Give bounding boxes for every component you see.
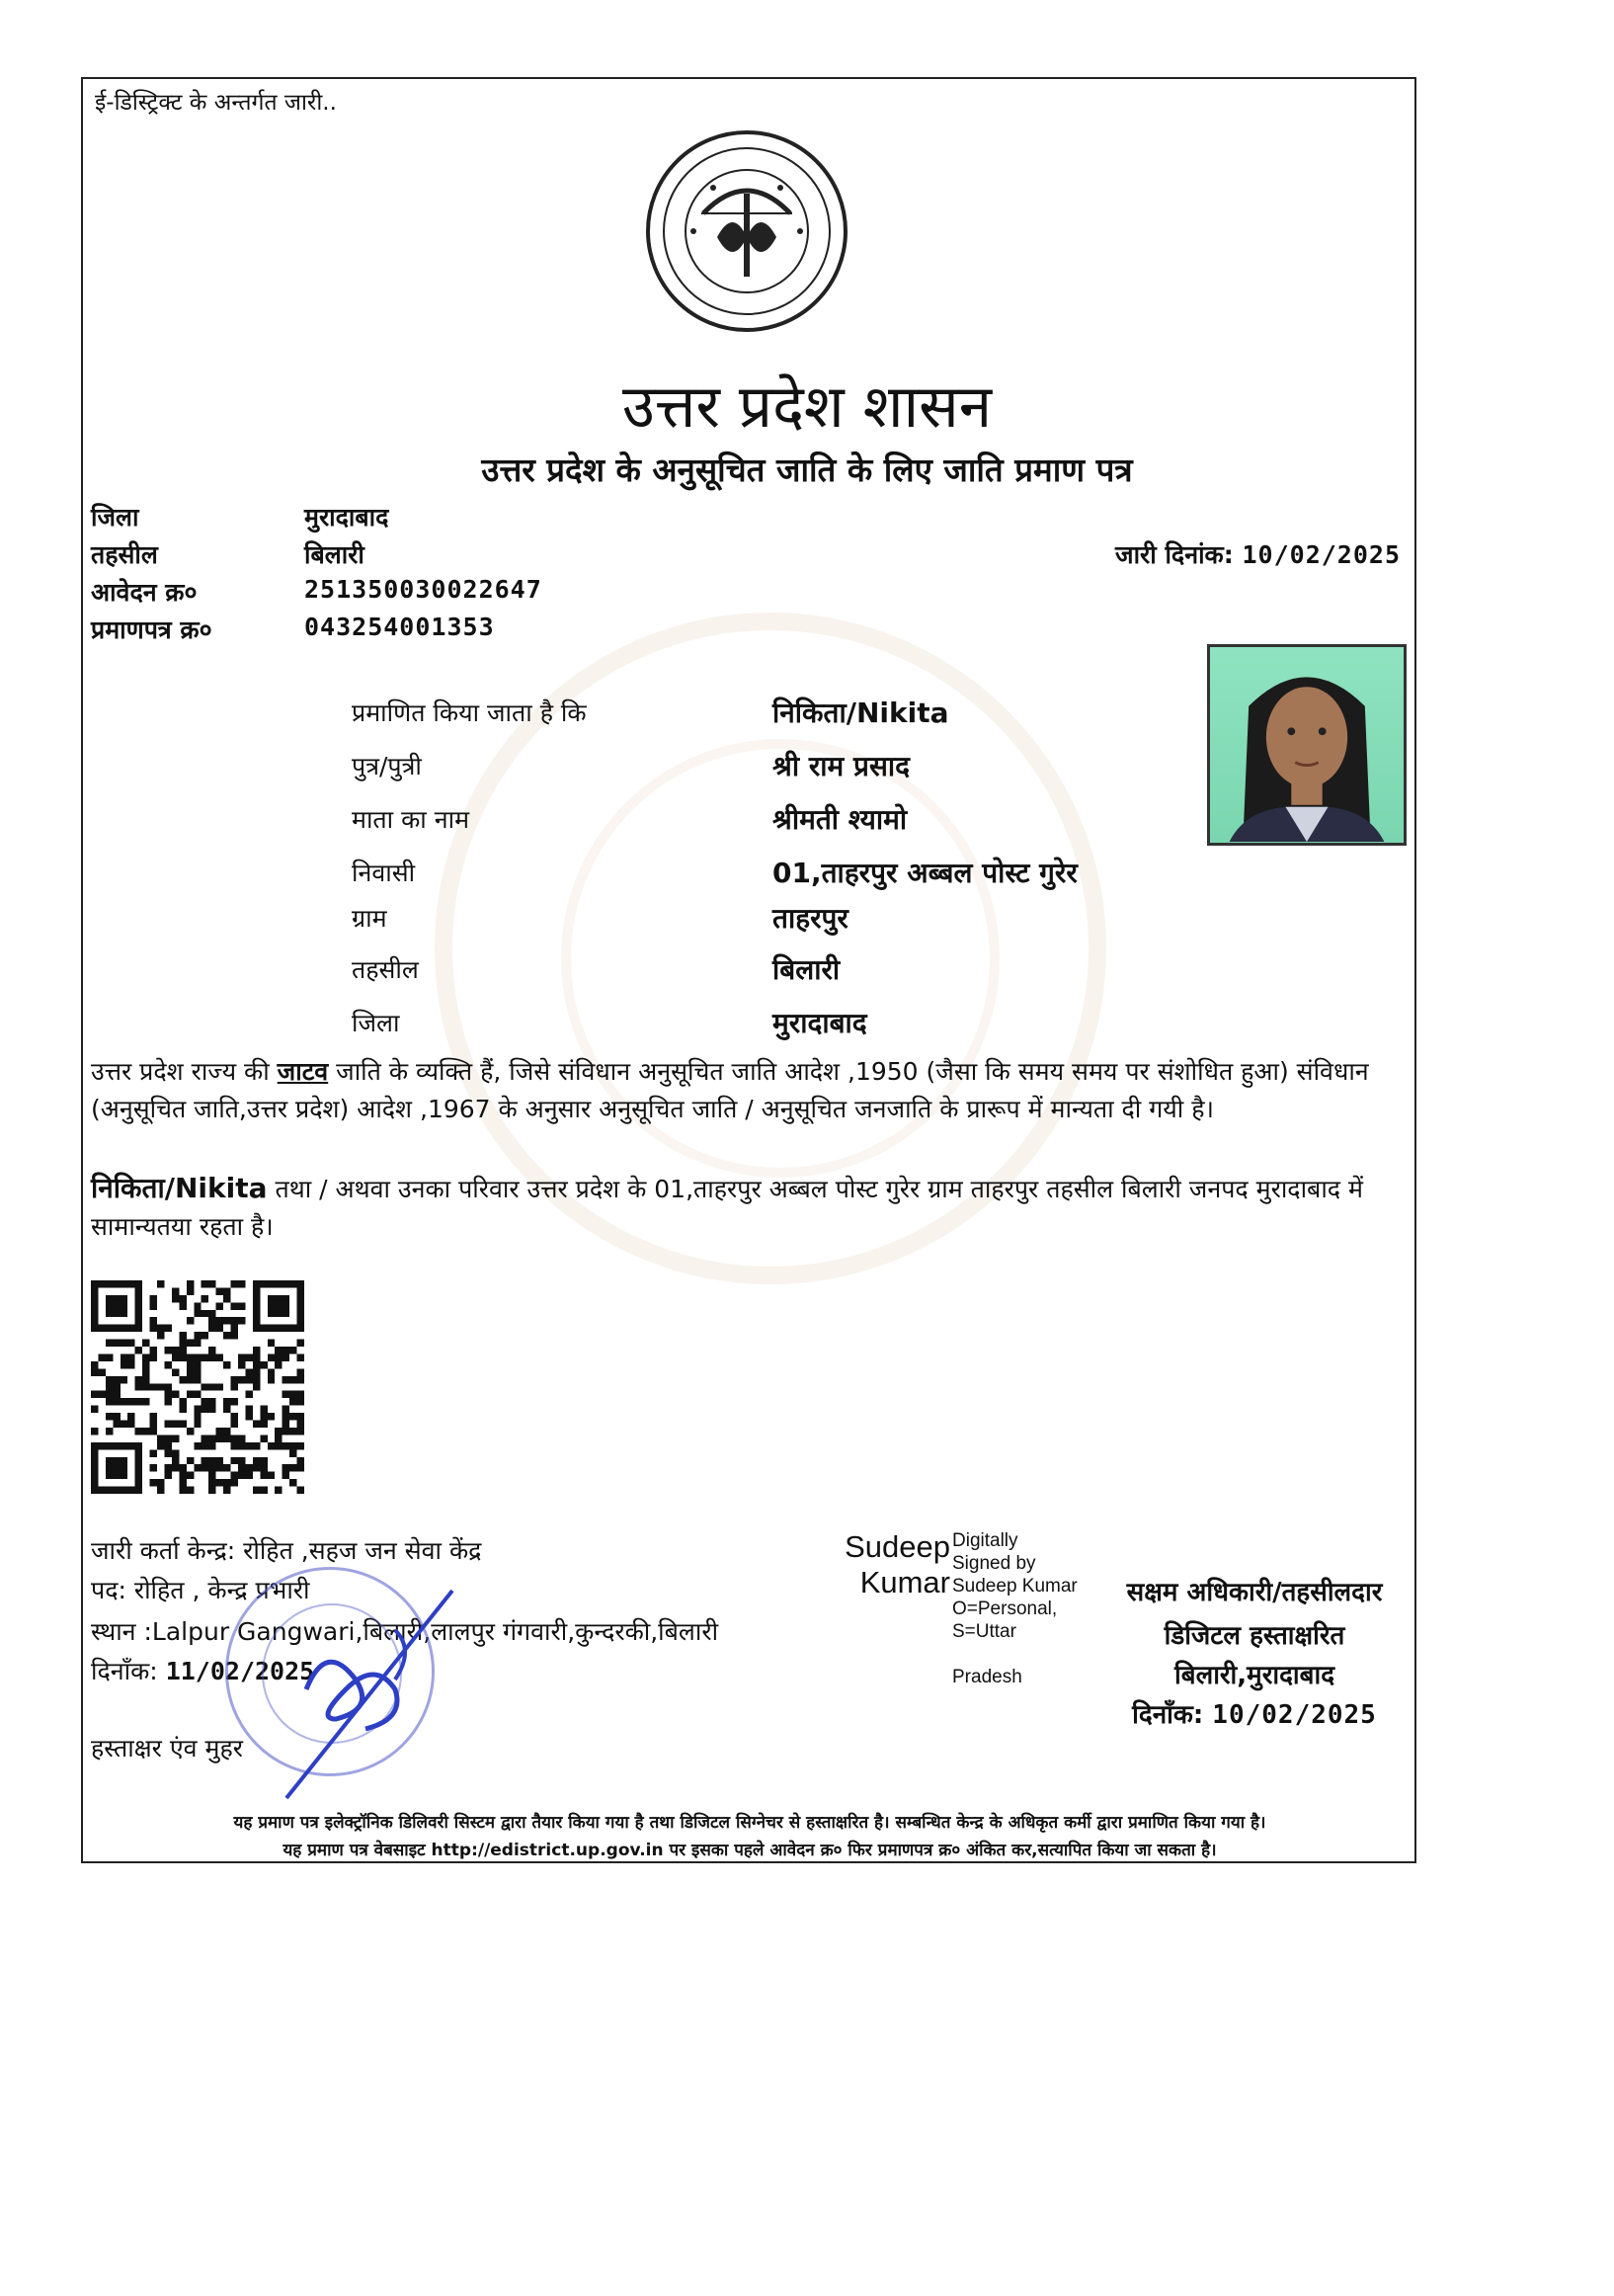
field-value: निकिता/Nikita: [772, 697, 949, 729]
district-label: जिला: [91, 503, 139, 532]
digital-signature-detail: Signed by: [952, 1553, 1036, 1574]
application-no-label: आवेदन क्र०: [91, 578, 198, 607]
digital-signature-detail: Digitally: [952, 1530, 1018, 1551]
issue-date-label: जारी दिनांक:: [1115, 540, 1234, 569]
up-government-seal-icon: [644, 128, 849, 334]
digital-signer-name-line1: Sudeep: [845, 1529, 950, 1564]
district-value: मुरादाबाद: [304, 503, 389, 532]
digital-signature-detail: Sudeep Kumar: [952, 1576, 1078, 1597]
issue-date-value: 10/02/2025: [1242, 540, 1401, 569]
issuer-date-label: दिनाँक:: [91, 1657, 158, 1685]
field-value: ताहरपुर: [772, 902, 848, 935]
footer-verification-url[interactable]: यह प्रमाण पत्र वेबसाइट http://edistrict.up.gov.in पर इसका पहले आवेदन क्र० फिर प्रमाणपत्र क्र० अंकित कर,सत्यापित किया जा सकता है।: [282, 1841, 1217, 1860]
handwritten-signature-icon: [247, 1571, 484, 1808]
tehsil-label: तहसील: [91, 540, 158, 569]
digitally-signed-label: डिजिटल हस्ताक्षरित: [1164, 1621, 1345, 1651]
officer-date-value: 10/02/2025: [1212, 1700, 1377, 1730]
issue-date: [1115, 537, 1401, 571]
certificate-title: उत्तर प्रदेश के अनुसूचित जाति के लिए जाति प्रमाण पत्र: [481, 451, 1133, 489]
field-label: जिला: [352, 1009, 400, 1037]
officer-place: बिलारी,मुरादाबाद: [1173, 1661, 1335, 1690]
issuer-post: पद: रोहित , केन्द्र प्रभारी: [91, 1576, 310, 1604]
certificate-no-value: 043254001353: [304, 613, 495, 641]
application-no-value: 251350030022647: [304, 575, 542, 604]
field-value: श्री राम प्रसाद: [772, 750, 911, 782]
government-title: उत्तर प्रदेश शासन: [621, 372, 993, 442]
applicant-name: निकिता/Nikita: [91, 1172, 268, 1204]
issue-place: स्थान :Lalpur Gangwari,बिलारी,लालपुर गंगवारी,कुन्दरकी,बिलारी: [91, 1617, 719, 1646]
verification-qr-code[interactable]: [91, 1280, 304, 1494]
residence-text: तथा / अथवा उनका परिवार उत्तर प्रदेश के 01,ताहरपुर अब्बल पोस्ट गुरेर ग्राम ताहरपुर तहसील बिलारी जनपद मुरादाबाद में सामान्यतया रहता है।: [91, 1175, 1363, 1241]
digital-signature-detail: Pradesh: [952, 1667, 1022, 1687]
tehsil-value: बिलारी: [304, 540, 364, 569]
issuing-center: जारी कर्ता केन्द्र: रोहित ,सहज जन सेवा केंद्र: [91, 1536, 482, 1565]
certificate-no-label: प्रमाणपत्र क्र०: [91, 615, 212, 644]
residence-paragraph: [91, 1170, 1405, 1246]
field-label: तहसील: [352, 955, 419, 984]
footer-line-1: यह प्रमाण पत्र इलेक्ट्रॉनिक डिलिवरी सिस्टम द्वारा तैयार किया गया है तथा डिजिटल सिग्नेचर से हस्ताक्षरित है। सम्बन्धित केन्द्र के अधिकृत कर्मी द्वारा प्रमाणित किया गया है।: [233, 1813, 1266, 1833]
applicant-photo: [1207, 644, 1407, 846]
digital-signature-detail: O=Personal,: [952, 1599, 1058, 1619]
digital-signature-detail: S=Uttar: [952, 1621, 1016, 1642]
field-label: माता का नाम: [352, 805, 470, 834]
field-label: ग्राम: [352, 904, 387, 933]
person-photo-icon: [1210, 647, 1404, 843]
issuer-date-value: 11/02/2025: [165, 1657, 315, 1685]
officer-date-label: दिनाँक:: [1132, 1700, 1204, 1730]
field-label: प्रमाणित किया जाता है कि: [352, 698, 587, 727]
field-value: मुरादाबाद: [772, 1007, 867, 1039]
edistrict-note: ई-डिस्ट्रिक्ट के अन्तर्गत जारी..: [95, 90, 337, 116]
field-value: 01,ताहरपुर अब्बल पोस्ट गुरेर: [772, 857, 1078, 889]
field-label: निवासी: [352, 859, 416, 887]
field-value: बिलारी: [772, 953, 841, 986]
declaration-text: उत्तर प्रदेश राज्य की: [91, 1057, 278, 1086]
digital-signer-name-line2: Kumar: [859, 1565, 950, 1599]
declaration-text-2: जाति के व्यक्ति हैं, जिसे संविधान अनुसूचित जाति आदेश ,1950 (जैसा कि समय समय पर संशोधित हुआ) संविधान (अनुसूचित जाति,उत्तर प्रदेश) आदेश ,1967 के अनुसार अनुसूचित जाति / अनुसूचित जनजाति के प्रारूप में मान्यता दी गयी है।: [91, 1057, 1369, 1123]
signature-seal-label: हस्ताक्षर एंव मुहर: [91, 1734, 243, 1763]
officer-title: सक्षम अधिकारी/तहसीलदार: [1126, 1578, 1383, 1607]
field-label: पुत्र/पुत्री: [352, 752, 422, 780]
field-value: श्रीमती श्यामो: [772, 803, 908, 836]
caste-name: जाटव: [277, 1057, 329, 1086]
officer-date: [1096, 1695, 1412, 1731]
caste-declaration-paragraph: [91, 1053, 1405, 1128]
